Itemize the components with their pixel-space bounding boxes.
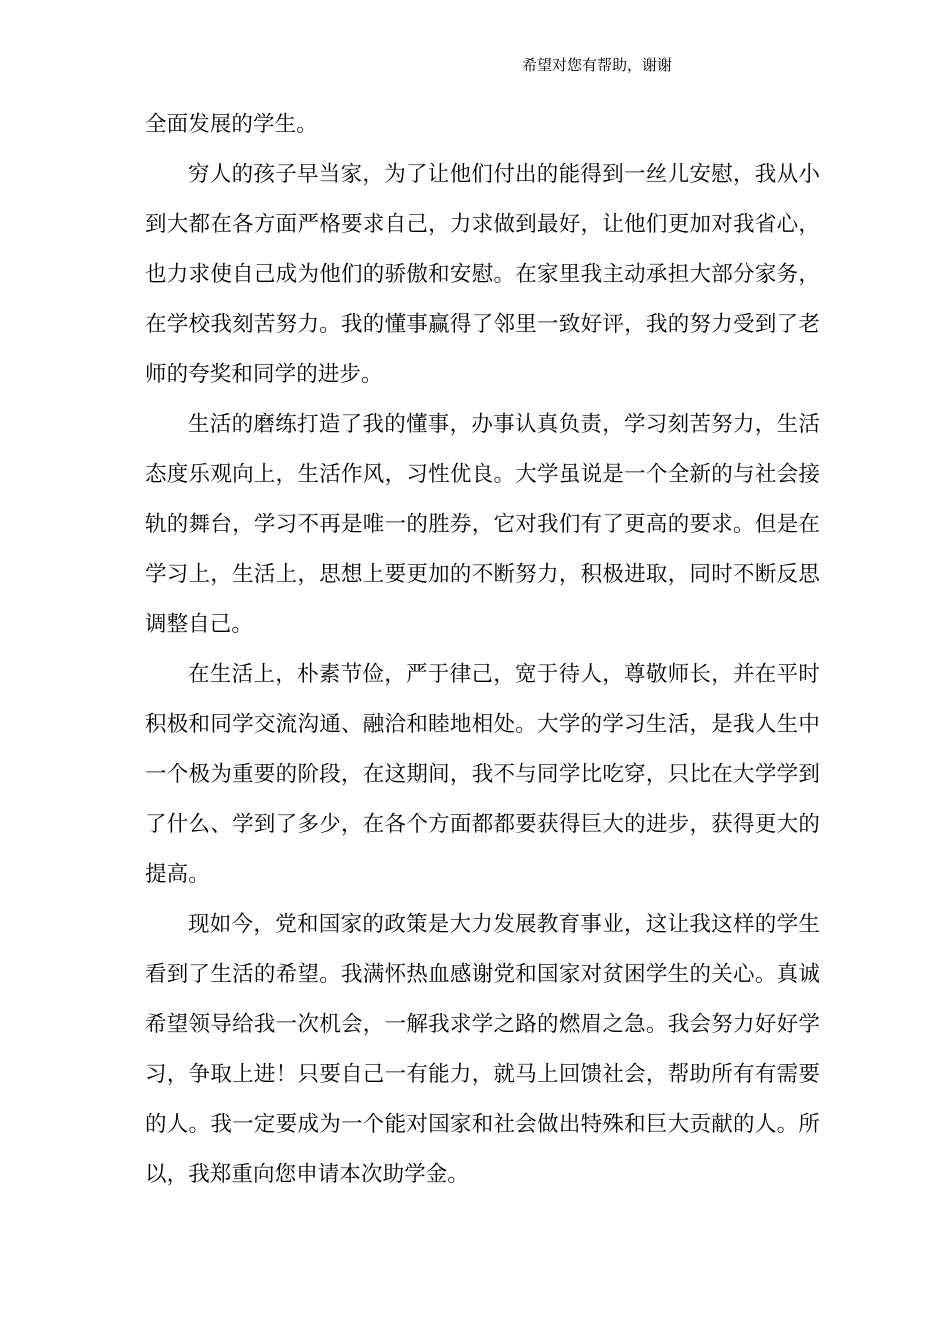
paragraph: 在生活上，朴素节俭，严于律己，宽于待人，尊敬师长，并在平时积极和同学交流沟通、融洽和睦地相处。大学的学习生活，是我人生中一个极为重要的阶段，在这期间，我不与同学比吃穿，只比在大学学到了什么、学到了多少，在各个方面都都要获得巨大的进步，获得更大的提高。: [145, 662, 820, 887]
paragraph: 现如今，党和国家的政策是大力发展教育事业，这让我这样的学生看到了生活的希望。我满怀热血感谢党和国家对贫困学生的关心。真诚希望领导给我一次机会，一解我求学之路的燃眉之急。我会努力好好学习，争取上进！只要自己一有能力，就马上回馈社会，帮助所有有需要的人。我一定要成为一个能对国家和社会做出特殊和巨大贡献的人。所以，我郑重向您申请本次助学金。: [145, 912, 820, 1187]
paragraph-continuation: 全面发展的学生。: [145, 112, 318, 137]
paragraph: 生活的磨练打造了我的懂事，办事认真负责，学习刻苦努力，生活态度乐观向上，生活作风，习性优良。大学虽说是一个全新的与社会接轨的舞台，学习不再是唯一的胜券，它对我们有了更高的要求。但是在学习上，生活上，思想上要更加的不断努力，积极进取，同时不断反思调整自己。: [145, 412, 820, 637]
paragraph: 穷人的孩子早当家，为了让他们付出的能得到一丝儿安慰，我从小到大都在各方面严格要求自己，力求做到最好，让他们更加对我省心，也力求使自己成为他们的骄傲和安慰。在家里我主动承担大部分家务，在学校我刻苦努力。我的懂事赢得了邻里一致好评，我的努力受到了老师的夸奖和同学的进步。: [145, 162, 820, 387]
page-header: 希望对您有帮助，谢谢: [522, 56, 673, 74]
document-body: [145, 100, 820, 1200]
